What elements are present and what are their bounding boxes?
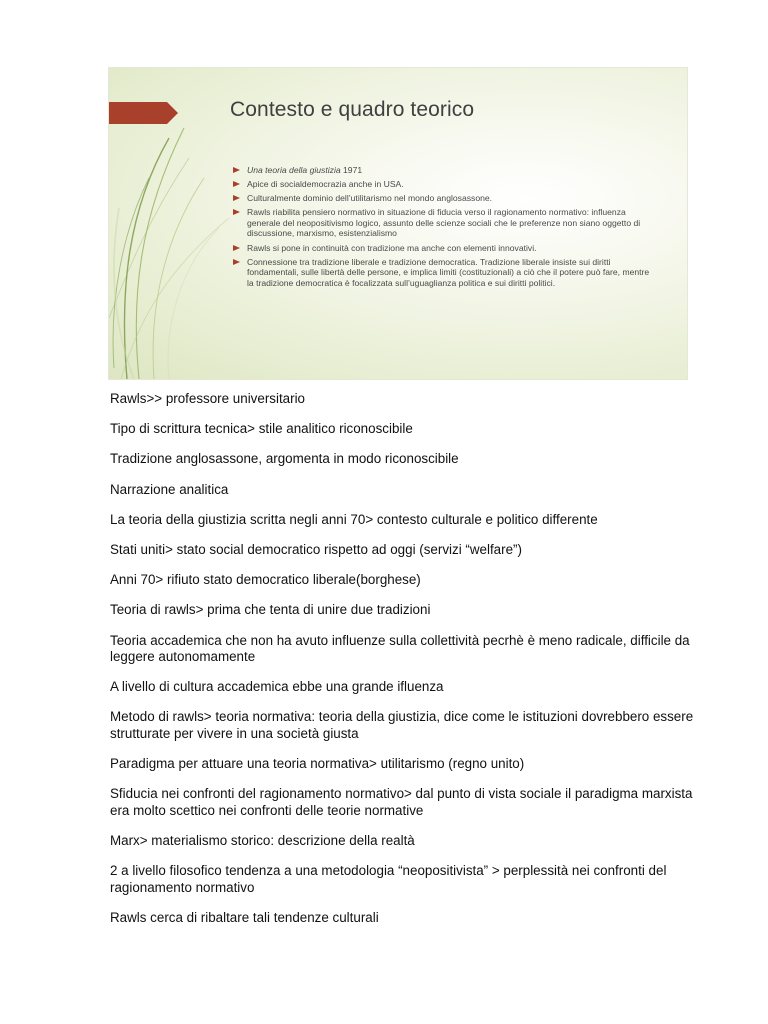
slide-bullet: Culturalmente dominio dell’utilitarismo nel mondo anglosassone.	[233, 193, 653, 204]
arrow-bullet-icon	[233, 245, 240, 251]
note-paragraph: Tipo di scrittura tecnica> stile analitico riconoscibile	[110, 421, 413, 437]
slide-bullet: Apice di socialdemocrazia anche in USA.	[233, 179, 653, 190]
note-paragraph: Anni 70> rifiuto stato democratico liberale(borghese)	[110, 572, 421, 588]
slide-bullet: Rawls riabilita pensiero normativo in situazione di fiducia verso il ragionamento normativo: influenza generale del neopositivismo logico, assunto delle scienze sociali che le preferenze non siano oggetto di discussione, marxismo, esistenzialismo	[233, 207, 653, 239]
slide-bullet-list	[233, 165, 653, 292]
note-paragraph: Tradizione anglosassone, argomenta in modo riconoscibile	[110, 451, 459, 467]
notes-body	[110, 391, 715, 940]
note-paragraph: Paradigma per attuare una teoria normativa> utilitarismo (regno unito)	[110, 756, 525, 772]
slide-bullet: Connessione tra tradizione liberale e tradizione democratica. Tradizione liberale insiste sui diritti fondamentali, sulle libertà delle persone, e implica limiti (costituzionali) a ciò che il potere può fare, mentre la tradizione democratica è focalizzata sull’uguaglianza politica e sui diritti politici.	[233, 257, 653, 289]
arrow-bullet-icon	[233, 209, 240, 215]
slide-image	[109, 68, 687, 379]
slide-bullet: Rawls si pone in continuità con tradizione ma anche con elementi innovativi.	[233, 243, 653, 254]
note-paragraph: Rawls cerca di ribaltare tali tendenze culturali	[110, 910, 379, 926]
note-paragraph: Metodo di rawls> teoria normativa: teoria della giustizia, dice come le istituzioni dovrebbero essere strutturate per vivere in una società giusta	[110, 709, 694, 742]
arrow-bullet-icon	[233, 167, 240, 173]
slide-bullet: Una teoria della giustizia 1971	[233, 165, 653, 176]
note-paragraph: 2 a livello filosofico tendenza a una metodologia “neopositivista” > perplessità nei confronti del ragionamento normativo	[110, 863, 667, 895]
arrow-bullet-icon	[233, 195, 240, 201]
note-paragraph: Marx> materialismo storico: descrizione della realtà	[110, 833, 415, 849]
note-paragraph: Teoria di rawls> prima che tenta di unire due tradizioni	[110, 602, 431, 618]
note-paragraph: Sfiducia nei confronti del ragionamento normativo> dal punto di vista sociale il paradigma marxista era molto scettico nei confronti delle teorie normative	[110, 786, 693, 819]
note-paragraph: Narrazione analitica	[110, 481, 229, 497]
note-paragraph: A livello di cultura accademica ebbe una grande ifluenza	[110, 679, 444, 695]
title-accent-arrow	[109, 102, 178, 124]
slide-title: Contesto e quadro teorico	[230, 98, 475, 121]
note-paragraph: Teoria accademica che non ha avuto influenze sulla collettività pecrhè è meno radicale, difficile da leggere autonomamente	[110, 632, 690, 665]
note-paragraph: La teoria della giustizia scritta negli anni 70> contesto culturale e politico differente	[110, 511, 598, 527]
arrow-bullet-icon	[233, 259, 240, 265]
arrow-bullet-icon	[233, 181, 240, 187]
note-paragraph: Rawls>> professore universitario	[110, 391, 305, 406]
note-paragraph: Stati uniti> stato social democratico rispetto ad oggi (servizi “welfare”)	[110, 541, 522, 557]
